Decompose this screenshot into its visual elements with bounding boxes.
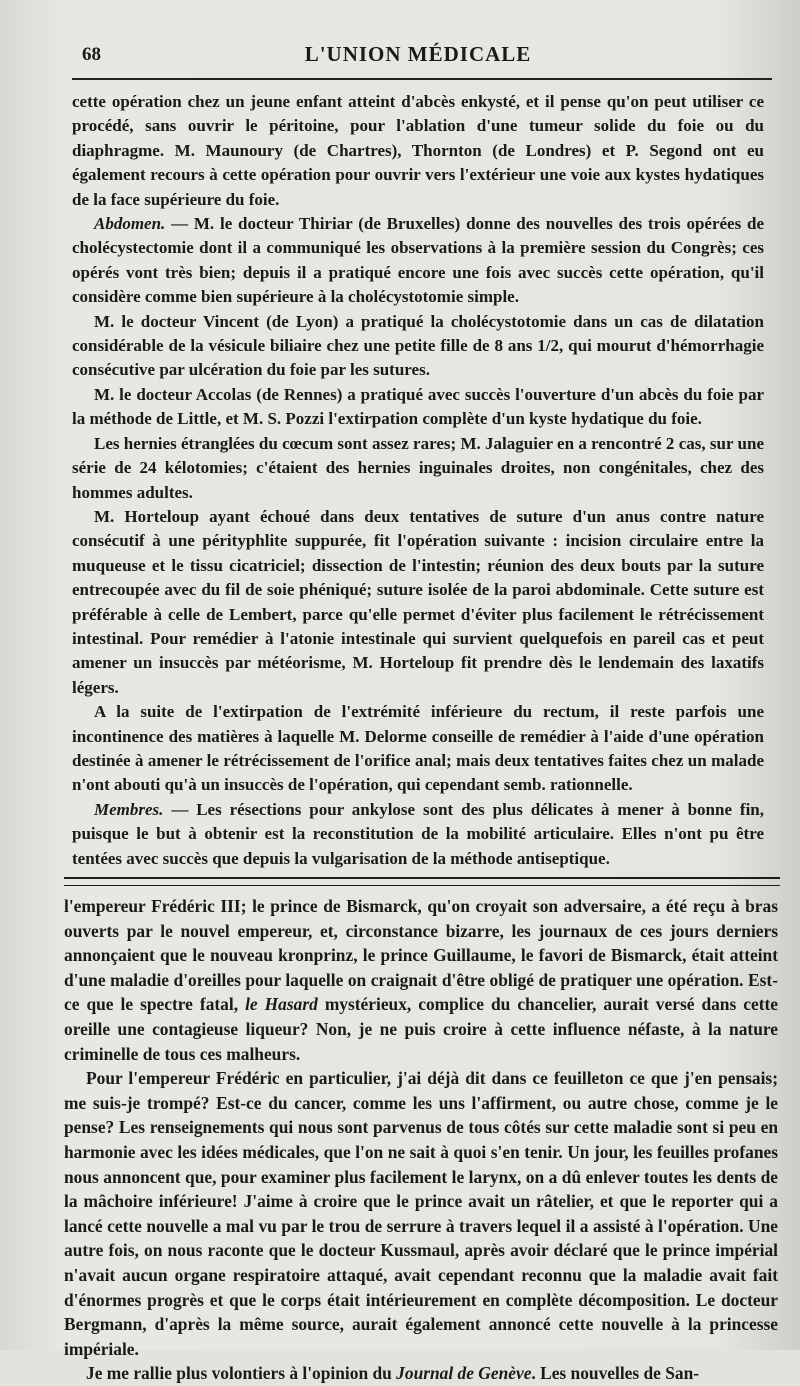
paragraph-text: mystérieux, complice du chancelier, aurait versé dans cette oreille une contagieuse liqueur? Non, je ne puis croire à cette influence néfaste, à la nature criminelle de tous ces malheurs. bbox=[64, 994, 779, 1064]
paragraph-text: . Les nouvelles de San- bbox=[531, 1363, 700, 1384]
paragraph bbox=[64, 1361, 778, 1386]
section-label: Abdomen. bbox=[94, 214, 166, 234]
paragraph: Pour l'empereur Frédéric en particulier, j'ai déjà dit dans ce feuilleton ce que j'en pensais; me suis-je trompé? Est-ce du cancer, comme les uns l'affirment, ou autre chose, comme je le pense? Les renseignements qui nous sont parvenus de tous côtés sur cette maladie sont si peu en harmonie avec les idées médicales, que l'on ne sait à quoi s'en tenir. Un jour, les feuilles profanes nous annoncent que, pour examiner plus facilement le larynx, on a dû enlever toutes les dents de la mâchoire inférieure! J'aime à croire que le prince avait un râtelier, et que le reporter qui a lancé cette nouvelle a mal vu par le trou de serrure à travers lequel il a assisté à l'opération. Une autre fois, on nous raconte que le docteur Kussmaul, après avoir déclaré que le prince impérial n'avait aucun organe respiratoire attaqué, avait cependant reconnu que la maladie avait fait d'énormes progrès et que le corps était intérieurement en complète décomposition. Le docteur Bergmann, d'après la même source, aurait également annoncé cette nouvelle à la princesse impériale. bbox=[64, 1068, 778, 1359]
paragraph-text: — M. le docteur Thiriar (de Bruxelles) donne des nouvelles des trois opérées de cholécystectomie dont il a communiqué les observations à la première session du Congrès; ces opérés vont très bien; depuis il a pratiqué encore une fois avec succès cette opération, qu'il considère comme bien supérieure à la cholécystotomie simple. bbox=[72, 214, 764, 307]
paragraph-text: l'empereur Frédéric III; le prince de Bismarck, qu'on croyait son adversaire, a été reçu à bras ouverts par le nouvel empereur, et, circonstance bizarre, les journaux de ces jours derniers annonçaient que le nouveau kronprinz, le prince Guillaume, le favori de Bismarck, était atteint d'une maladie d'oreilles pour laquelle on craignait d'être obligé de pratiquer une opération. Est-ce que le spectre fatal, bbox=[64, 896, 778, 1015]
paragraph-text: Je me rallie plus volontiers à l'opinion du bbox=[86, 1363, 397, 1384]
paragraph: M. le docteur Vincent (de Lyon) a pratiqué la cholécystotomie dans un cas de dilatation considérable de la vésicule biliaire chez une petite fille de 8 ans 1/2, qui mourut d'hémorrhagie consécutive par ulcération du foie par les sutures. bbox=[72, 311, 764, 380]
italic-phrase: Journal de Genève bbox=[396, 1363, 532, 1384]
page-number: 68 bbox=[82, 44, 101, 65]
paragraph-text: — Les résections pour ankylose sont des plus délicates à mener à bonne fin, puisque le but à obtenir est la reconstitution de la mobilité articulaire. Elles n'ont pu être tentées avec succès que depuis la vulgarisation de la méthode antiseptique. bbox=[72, 799, 764, 868]
paragraph: M. le docteur Accolas (de Rennes) a pratiqué avec succès l'ouverture d'un abcès du foie par la méthode de Little, et M. S. Pozzi l'extirpation complète d'un kyste hydatique du foie. bbox=[72, 384, 764, 429]
paragraph: Les hernies étranglées du cœcum sont assez rares; M. Jalaguier en a rencontré 2 cas, sur une série de 24 kélotomies; c'étaient des hernies inguinales droites, non congénitales, chez des hommes adultes. bbox=[72, 433, 764, 502]
running-title: L'UNION MÉDICALE bbox=[304, 42, 532, 66]
article-body bbox=[72, 90, 764, 871]
feuilleton-separator bbox=[64, 877, 780, 886]
paragraph-membres bbox=[72, 798, 764, 871]
paragraph: M. Horteloup ayant échoué dans deux tentatives de suture d'un anus contre nature consécutif à une pérityphlite suppurée, fit l'opération suivante : incision circulaire entre la muqueuse et le tissu cicatriciel; dissection de l'intestin; réunion des deux bouts par la suture entrecoupée avec du fil de soie phéniqué; suture isolée de la paroi abdominale. Cette suture est préférable à celle de Lembert, parce qu'elle permet d'éviter plus facilement le rétrécissement intestinal. Pour remédier à l'atonie intestinale qui survient quelquefois en pareil cas et peut amener un insuccès par météorisme, M. Horteloup fit prendre dès le lendemain des laxatifs légers. bbox=[72, 506, 764, 697]
section-label: Membres. bbox=[94, 799, 164, 819]
italic-phrase: le Hasard bbox=[245, 994, 318, 1015]
paragraph: A la suite de l'extirpation de l'extrémité inférieure du rectum, il reste parfois une incontinence des matières à laquelle M. Delorme conseille de remédier à l'aide d'une opération destinée à amener le rétrécissement de l'orifice anal; mais deux tentatives faites chez un malade n'ont abouti qu'à un insuccès de l'opération, qui cependant semb. rationnelle. bbox=[72, 702, 764, 795]
paragraph: cette opération chez un jeune enfant atteint d'abcès enkysté, et il pense qu'on peut utiliser ce procédé, sans ouvrir le péritoine, pour l'ablation d'une tumeur solide du foie ou du diaphragme. M. Maunoury (de Chartres), Thornton (de Londres) et P. Segond ont eu également recours à cette opération pour ouvrir vers l'extérieur une voie aux kystes hydatiques de la face supérieure du foie. bbox=[72, 92, 764, 209]
paragraph bbox=[64, 894, 778, 1066]
paragraph-abdomen bbox=[72, 212, 764, 310]
feuilleton-body bbox=[64, 894, 778, 1386]
header-rule bbox=[72, 78, 772, 80]
page-header bbox=[72, 40, 764, 74]
